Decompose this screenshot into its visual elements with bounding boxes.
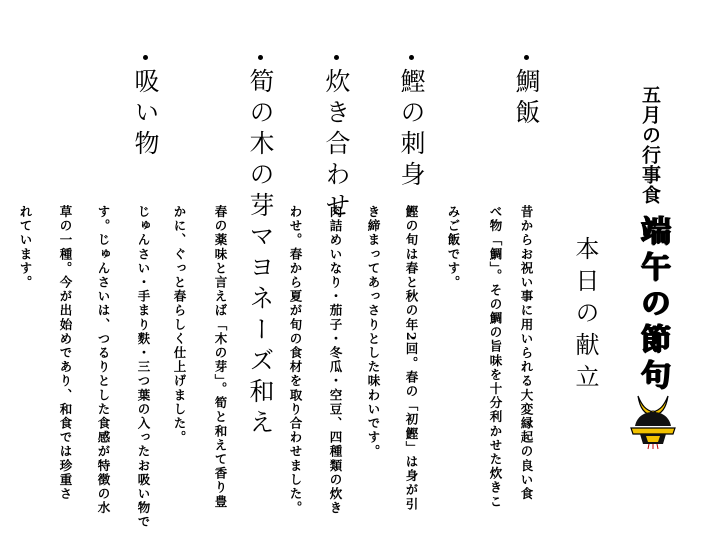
dish-description-line: じゅんさい・手まり麩・三つ葉の入ったお吸い物で: [136, 205, 151, 530]
bullet-4: [258, 55, 263, 60]
occasion-label: 五月の行事食: [639, 85, 661, 205]
bullet-3: [334, 55, 339, 60]
bullet-5: [143, 55, 148, 60]
dish-description-line: わせ。春から夏が旬の食材を取り合わせました。: [288, 205, 303, 516]
dish-name: 吸い物: [131, 68, 160, 161]
dish-description-line: 肉詰めいなり・茄子・冬瓜・空豆、四種類の炊き: [328, 205, 343, 516]
dish-description-line: みご飯です。: [446, 205, 461, 290]
bullet-1: [524, 55, 529, 60]
dish-description-line: 昔からお祝い事に用いられる大変縁起の良い食: [519, 205, 534, 502]
dish-name: 筍の木の芽マヨネーズ和え: [246, 68, 275, 440]
menu-heading: 本日の献立: [571, 236, 599, 396]
dish-description-line: す。じゅんさいは、つるりとした食感が特徴の水: [96, 205, 111, 516]
dish-description-line: れています。: [18, 205, 33, 290]
samurai-helmet-icon: [628, 392, 678, 450]
dish-description-line: 鰹の旬は春と秋の年2回。春の「初鰹」は身が引: [404, 205, 419, 512]
dish-description-line: き締まってあっさりとした味わいです。: [366, 205, 381, 459]
dish-name: 鰹の刺身: [397, 68, 426, 192]
dish-description-line: 春の薬味と言えば「木の芽」。筍と和えて香り豊: [213, 205, 228, 509]
dish-description-line: かに、ぐっと春らしく仕上げました。: [172, 205, 187, 445]
festival-title: 端午の節句: [635, 215, 670, 395]
dish-name: 炊き合わせ: [322, 68, 351, 223]
dish-description-line: べ物「鯛」。その鯛の旨味を十分利かせた炊きこ: [488, 205, 503, 509]
dish-name: 鯛飯: [512, 68, 541, 130]
bullet-2: [409, 55, 414, 60]
dish-description-line: 草の一種。今が出始めであり、和食では珍重さ: [58, 205, 73, 502]
